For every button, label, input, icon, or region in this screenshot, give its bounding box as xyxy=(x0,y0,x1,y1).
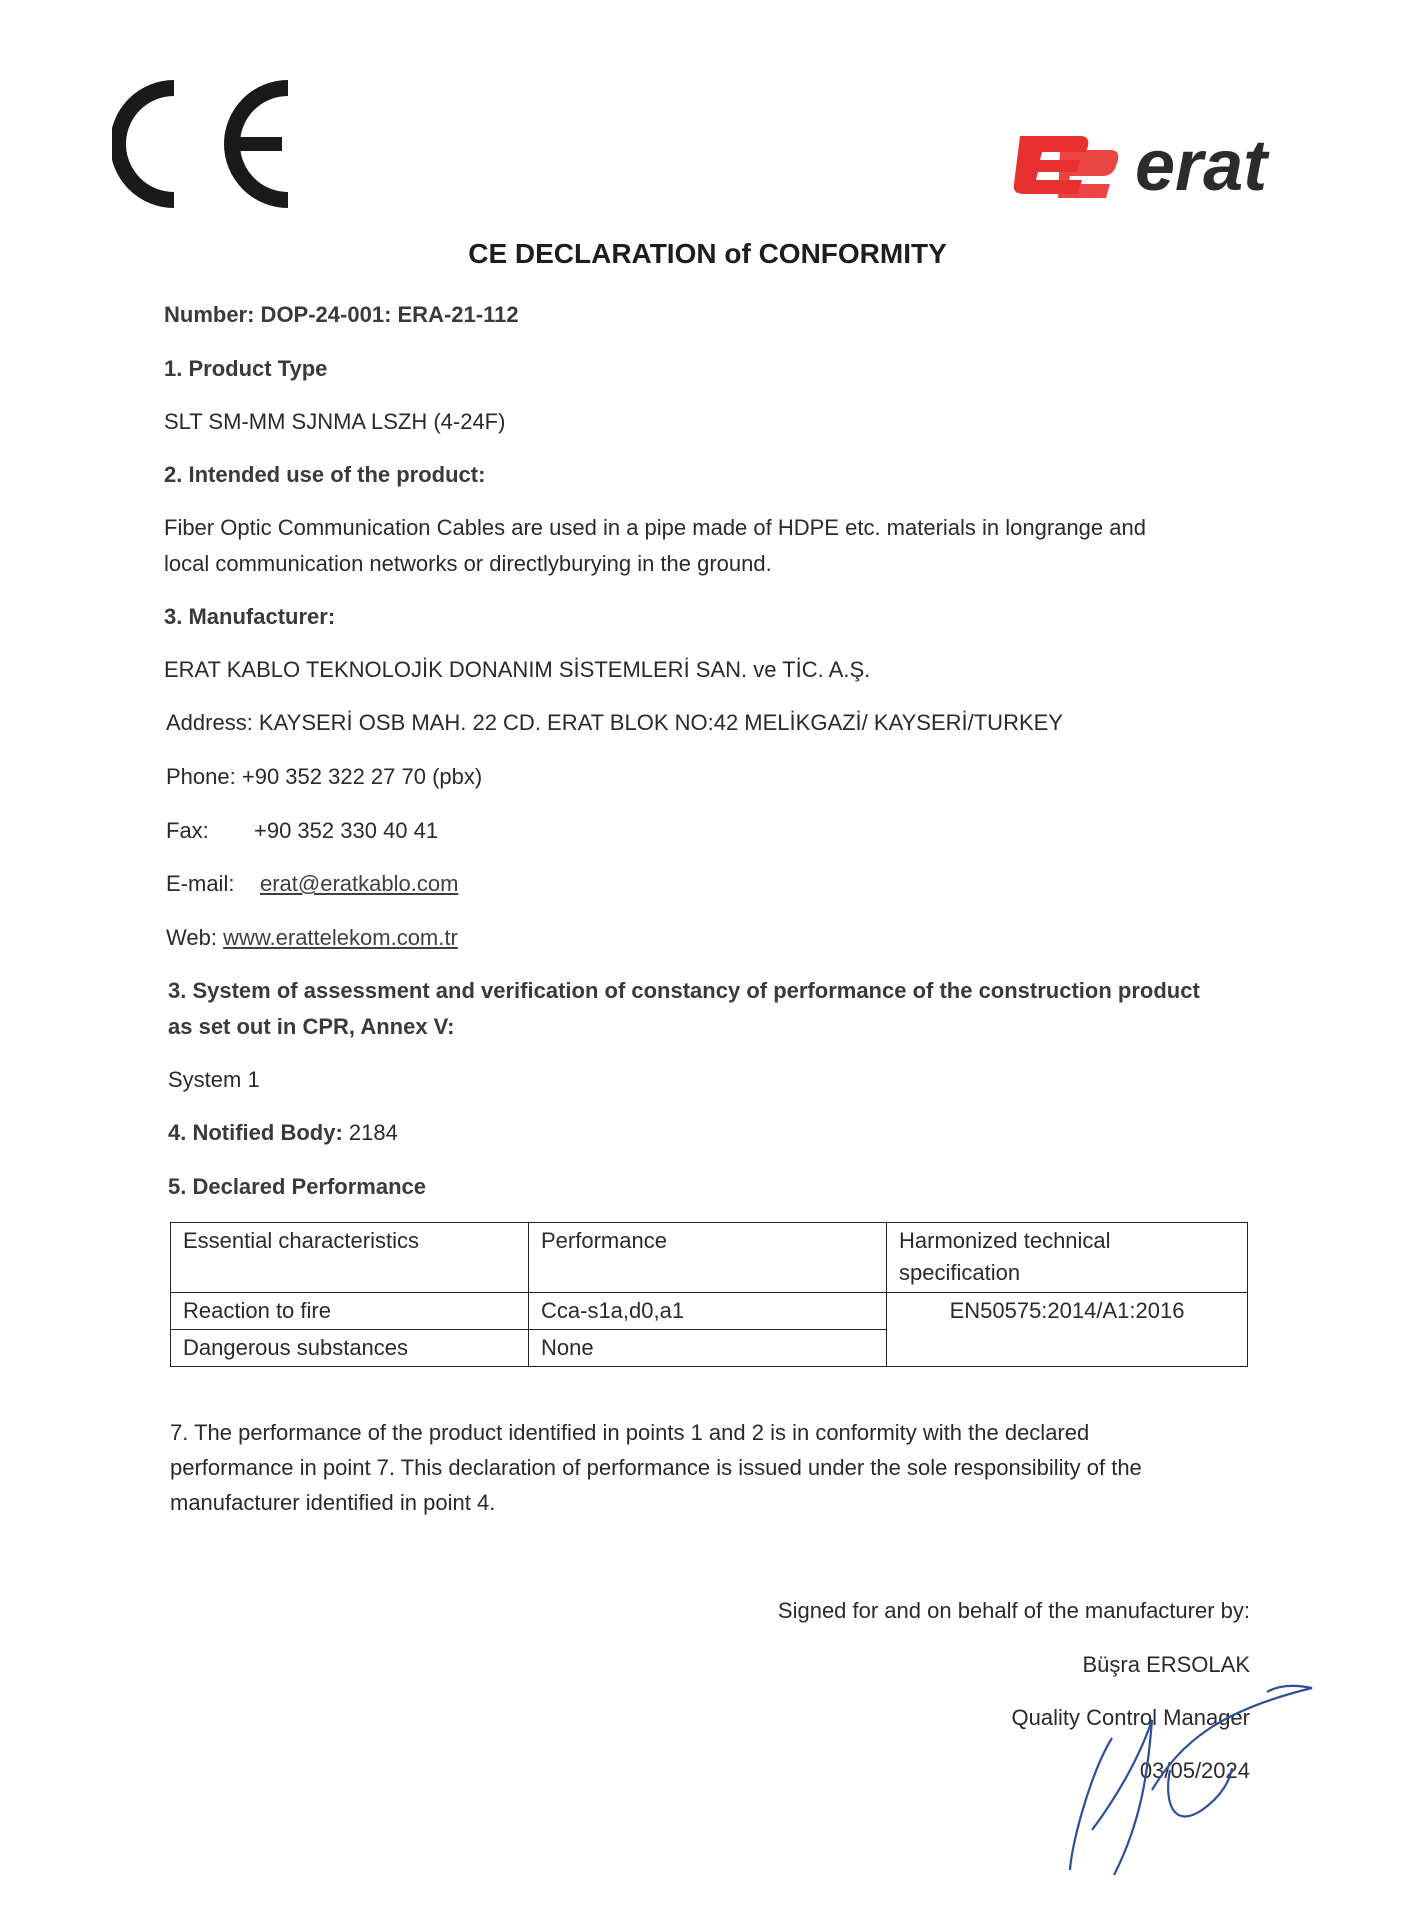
conformity-line2: performance in point 7. This declaration of performance is issued under the sole responsibility of the xyxy=(170,1455,1142,1480)
table-header-row xyxy=(171,1223,1248,1293)
declared-performance-heading: 5. Declared Performance xyxy=(168,1174,427,1199)
web-label: Web: xyxy=(166,925,217,950)
conformity-line1: 7. The performance of the product identified in points 1 and 2 is in conformity with the declared xyxy=(170,1420,1090,1445)
row2-performance: None xyxy=(529,1330,887,1367)
fax-row xyxy=(166,816,438,846)
intended-use-heading: 2. Intended use of the product: xyxy=(164,462,486,487)
web-link[interactable]: www.erattelekom.com.tr xyxy=(223,925,458,950)
notified-body-row xyxy=(168,1118,398,1148)
erat-logo xyxy=(1010,128,1330,208)
harmonized-spec-value: EN50575:2014/A1:2016 xyxy=(887,1293,1248,1367)
header-harmonized-spec: Harmonized technical specification xyxy=(887,1223,1248,1293)
notified-body-label: 4. Notified Body: xyxy=(168,1120,343,1145)
row2-characteristic: Dangerous substances xyxy=(171,1330,529,1367)
email-link[interactable]: erat@eratkablo.com xyxy=(260,871,459,896)
web-row xyxy=(166,923,458,953)
declaration-number: Number: DOP-24-001: ERA-21-112 xyxy=(164,302,519,327)
conformity-line3: manufacturer identified in point 4. xyxy=(170,1490,496,1515)
fax-value: +90 352 330 40 41 xyxy=(254,818,439,843)
email-label: E-mail: xyxy=(166,871,235,896)
handwritten-signature xyxy=(1052,1680,1332,1880)
phone-row xyxy=(166,762,482,792)
declared-performance-table xyxy=(170,1222,1248,1367)
row1-performance: Cca-s1a,d0,a1 xyxy=(529,1293,887,1330)
phone-label: Phone: xyxy=(166,764,236,789)
assessment-heading-line1: 3. System of assessment and verification of constancy of performance of the construction product xyxy=(168,978,1200,1003)
email-row xyxy=(166,869,458,899)
signature-date: 03/05/2024 xyxy=(1139,1758,1250,1783)
signatory-name: Büşra ERSOLAK xyxy=(1082,1652,1250,1677)
product-type-value: SLT SM-MM SJNMA LSZH (4-24F) xyxy=(164,409,506,434)
assessment-system: System 1 xyxy=(168,1067,260,1092)
manufacturer-address: Address: KAYSERİ OSB MAH. 22 CD. ERAT BLOK NO:42 MELİKGAZİ/ KAYSERİ/TURKEY xyxy=(166,710,1063,735)
manufacturer-heading: 3. Manufacturer: xyxy=(164,604,336,629)
header-performance: Performance xyxy=(529,1223,887,1293)
document-title: CE DECLARATION of CONFORMITY xyxy=(468,238,947,269)
manufacturer-name: ERAT KABLO TEKNOLOJİK DONANIM SİSTEMLERİ SAN. ve TİC. A.Ş. xyxy=(164,657,871,682)
signatory-role: Quality Control Manager xyxy=(1011,1705,1250,1730)
intended-use-line2: local communication networks or directlyburying in the ground. xyxy=(164,551,772,576)
fax-label: Fax: xyxy=(166,818,209,843)
header-essential-characteristics: Essential characteristics xyxy=(171,1223,529,1293)
erat-wordmark: erat xyxy=(1135,128,1268,206)
assessment-heading-line2: as set out in CPR, Annex V: xyxy=(168,1014,455,1039)
signed-for-text: Signed for and on behalf of the manufacturer by: xyxy=(777,1598,1250,1623)
product-type-heading: 1. Product Type xyxy=(164,356,328,381)
phone-value: +90 352 322 27 70 (pbx) xyxy=(241,764,483,789)
notified-body-value: 2184 xyxy=(348,1120,398,1145)
intended-use-line1: Fiber Optic Communication Cables are used in a pipe made of HDPE etc. materials in longrange and xyxy=(164,515,1146,540)
ce-mark-logo xyxy=(112,78,302,210)
table-row xyxy=(171,1293,1248,1330)
row1-characteristic: Reaction to fire xyxy=(171,1293,529,1330)
